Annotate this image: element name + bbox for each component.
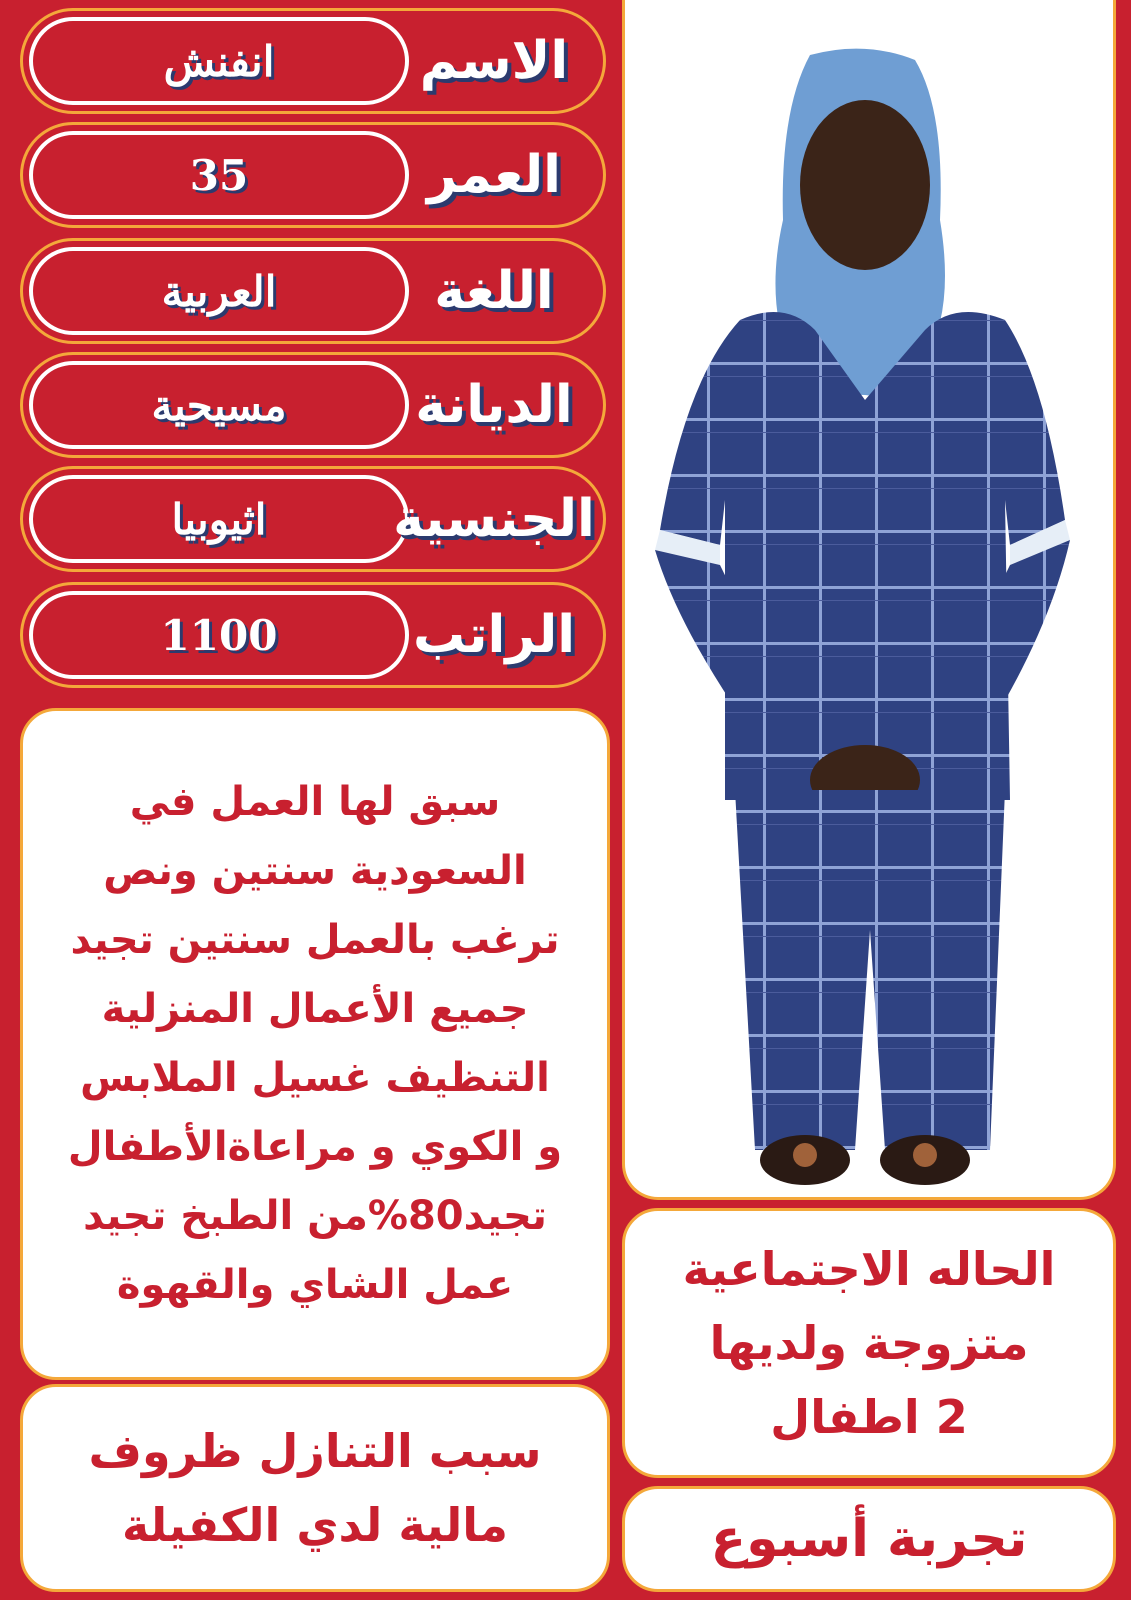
info-row-nationality (20, 466, 606, 572)
info-row-salary (20, 582, 606, 688)
description-line: ترغب بالعمل سنتين تجيد (70, 917, 560, 963)
reason-line: مالية لدي الكفيلة (121, 1498, 509, 1552)
reason-card (20, 1384, 610, 1592)
marital-line: 2 اطفال (770, 1390, 968, 1444)
photo-panel (622, 0, 1116, 1200)
marital-line: متزوجة ولديها (709, 1316, 1029, 1370)
info-value-name: انفنش (29, 17, 409, 105)
info-value-religion: مسيحية (29, 361, 409, 449)
info-label-language: اللغة (434, 261, 554, 321)
info-label-salary: الراتب (412, 605, 576, 665)
info-row-language (20, 238, 606, 344)
info-value-language: العربية (29, 247, 409, 335)
info-row-name (20, 8, 606, 114)
info-value-salary: 1100 (29, 591, 409, 679)
info-label-age: العمر (427, 145, 561, 205)
description-card (20, 708, 610, 1380)
trial-card (622, 1486, 1116, 1592)
marital-card (622, 1208, 1116, 1478)
info-value-age: 35 (29, 131, 409, 219)
info-label-religion: الديانة (415, 375, 573, 435)
description-line: سبق لها العمل في (129, 779, 501, 825)
trial-text: تجربة أسبوع (710, 1509, 1028, 1569)
description-line: عمل الشاي والقهوة (116, 1262, 514, 1308)
info-value-nationality: اثيوبيا (29, 475, 409, 563)
person-photo (625, 0, 1116, 1200)
description-line: السعودية سنتين ونص (103, 848, 527, 894)
description-line: جميع الأعمال المنزلية (101, 986, 529, 1032)
info-row-age (20, 122, 606, 228)
description-line: التنظيف غسيل الملابس (80, 1055, 550, 1101)
info-label-nationality: الجنسية (393, 489, 595, 549)
reason-line: سبب التنازل ظروف (88, 1424, 542, 1478)
info-row-religion (20, 352, 606, 458)
description-line: تجيد80%من الطبخ تجيد (83, 1193, 547, 1239)
description-line: و الكوي و مراعاةالأطفال (67, 1124, 563, 1170)
info-label-name: الاسم (419, 31, 569, 91)
marital-line: الحاله الاجتماعية (682, 1242, 1056, 1296)
